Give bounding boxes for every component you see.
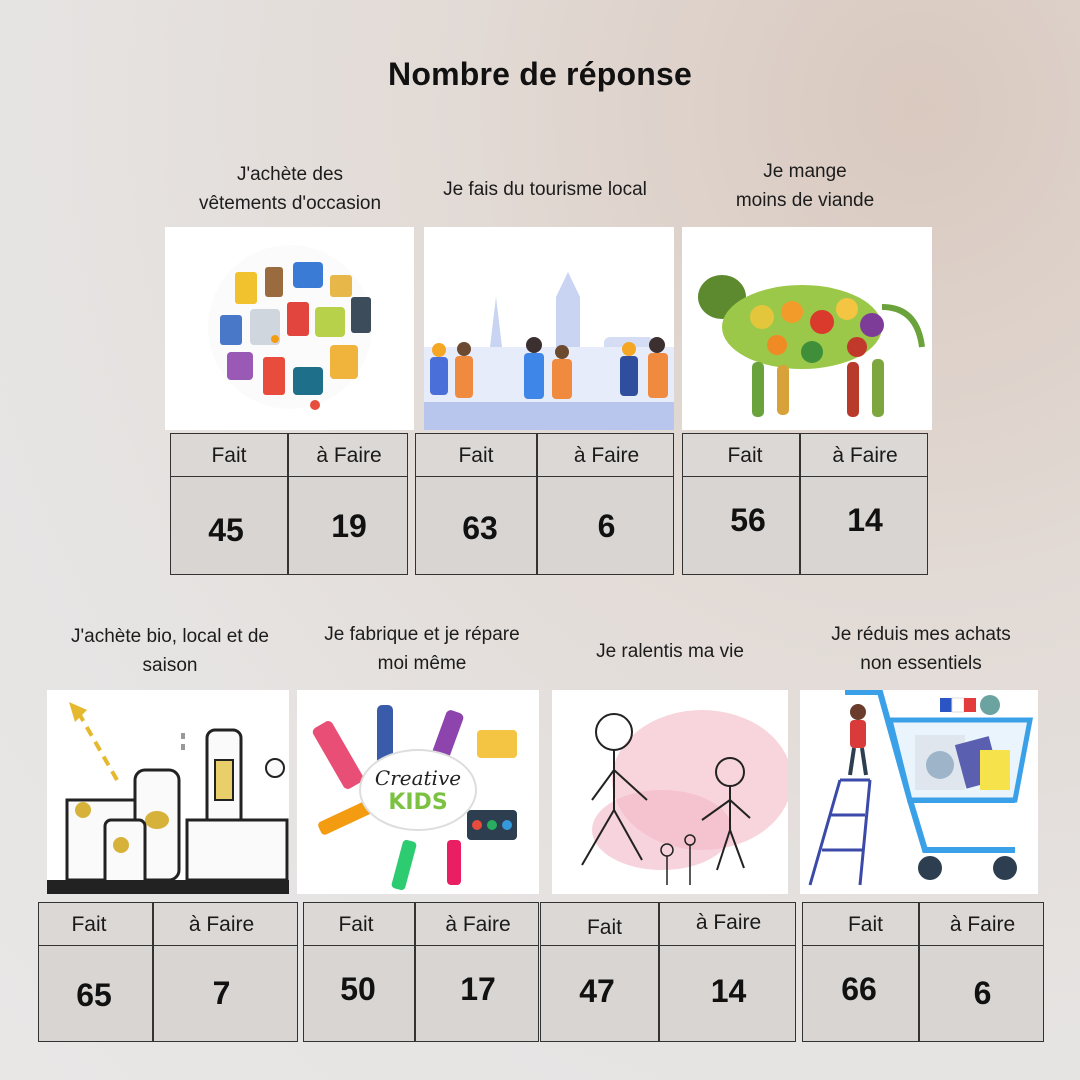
done-count: 50: [340, 971, 376, 1007]
page-title: Nombre de réponse: [388, 56, 692, 92]
card-label: [45, 622, 295, 680]
creative-kids-illustration: [297, 690, 539, 894]
organic-products-illustration: [47, 690, 289, 894]
card-label-line: J'achète des: [236, 164, 344, 185]
used-clothes-illustration: [165, 227, 414, 430]
card-label-line: Je fabrique et je répare: [324, 624, 520, 645]
done-header: Fait: [338, 913, 374, 936]
done-header: Fait: [847, 913, 883, 936]
done-header: Fait: [71, 913, 107, 936]
todo-header: à Faire: [695, 911, 762, 934]
todo-count: 19: [331, 508, 367, 544]
done-header: Fait: [586, 916, 622, 939]
stats-table: [682, 433, 928, 575]
todo-header: à Faire: [573, 444, 640, 467]
done-count: 65: [76, 977, 112, 1013]
done-count: 56: [730, 502, 766, 538]
stats-table: [38, 902, 298, 1042]
creative-text: Creative: [374, 766, 462, 790]
card-label: [297, 620, 547, 678]
card-label-line: saison: [142, 655, 198, 676]
card-label: [170, 160, 410, 218]
done-header: Fait: [211, 444, 247, 467]
card-label-line: Je mange: [763, 161, 847, 182]
card-label-line: moi même: [377, 653, 467, 674]
todo-count: 6: [597, 508, 616, 544]
local-tourism-illustration: [424, 227, 674, 430]
card-label-line: Je fais du tourisme local: [443, 179, 647, 200]
done-header: Fait: [458, 444, 494, 467]
card-label-line: Je réduis mes achats: [831, 624, 1011, 645]
stats-table: [170, 433, 408, 575]
kids-text: KIDS: [388, 790, 448, 815]
done-count: 66: [841, 971, 877, 1007]
todo-count: 7: [212, 975, 231, 1011]
card-label-line: moins de viande: [735, 190, 875, 211]
shopping-cart-illustration: [800, 690, 1038, 894]
card-label-line: non essentiels: [860, 653, 982, 674]
todo-header: à Faire: [949, 913, 1016, 936]
todo-count: 14: [847, 502, 883, 538]
todo-header: à Faire: [445, 913, 511, 936]
todo-header: à Faire: [316, 444, 382, 467]
todo-count: 6: [973, 975, 992, 1011]
todo-header: à Faire: [832, 444, 898, 467]
card-label: [680, 157, 930, 215]
card-label-line: J'achète bio, local et de: [71, 626, 269, 647]
done-count: 45: [208, 512, 244, 548]
card-label-line: vêtements d'occasion: [198, 193, 382, 214]
stats-table: [802, 902, 1044, 1042]
stats-table: [303, 902, 539, 1042]
done-count: 47: [579, 973, 615, 1009]
todo-header: à Faire: [188, 913, 255, 936]
stats-table: [540, 902, 796, 1042]
todo-count: 14: [710, 973, 747, 1009]
stats-table: [415, 433, 674, 575]
card-label: [545, 637, 795, 666]
card-label: [420, 175, 670, 204]
card-label-line: Je ralentis ma vie: [596, 641, 744, 662]
done-header: Fait: [727, 444, 763, 467]
card-label: [796, 620, 1046, 678]
vegetable-cow-illustration: [682, 227, 932, 430]
slow-life-illustration: [552, 690, 788, 894]
done-count: 63: [462, 510, 498, 546]
todo-count: 17: [460, 971, 496, 1007]
